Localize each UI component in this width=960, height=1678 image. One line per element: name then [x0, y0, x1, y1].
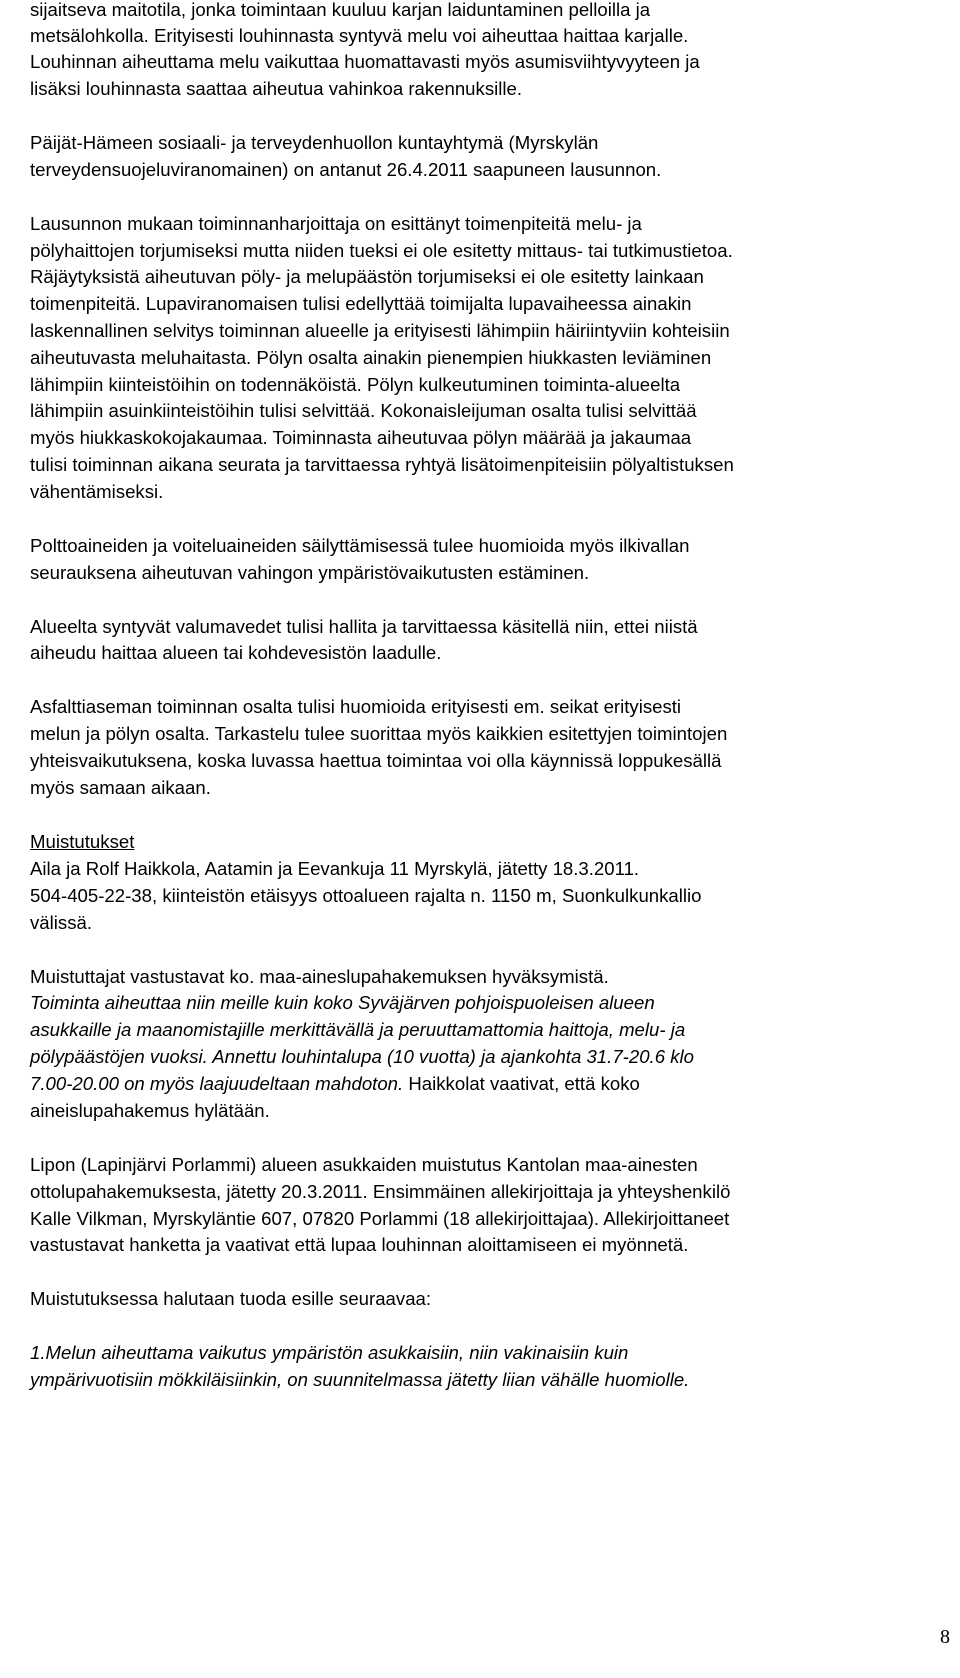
- text-line: tulisi toiminnan aikana seurata ja tarvittaessa ryhtyä lisätoimenpiteisiin pölyaltistuksen: [30, 454, 734, 475]
- text-line: Lausunnon mukaan toiminnanharjoittaja on esittänyt toimenpiteitä melu- ja: [30, 213, 642, 234]
- text-line: seurauksena aiheutuvan vahingon ympäristövaikutusten estäminen.: [30, 562, 590, 583]
- text-line: pölyhaittojen torjumiseksi mutta niiden tueksi ei ole esitetty mittaus- tai tutkimustietoa.: [30, 240, 733, 261]
- text-line: aiheudu haittaa alueen tai kohdevesistön laadulle.: [30, 642, 442, 663]
- text-line: Muistutuksessa halutaan tuoda esille seuraavaa:: [30, 1288, 432, 1309]
- text-line: Aila ja Rolf Haikkola, Aatamin ja Eevankuja 11 Myrskylä, jätetty 18.3.2011.: [30, 858, 640, 879]
- text-line: Muistuttajat vastustavat ko. maa-aineslupahakemuksen hyväksymistä.: [30, 966, 609, 987]
- text-line: lähimpiin kiinteistöihin on todennäköistä. Pölyn kulkeutuminen toiminta-alueelta: [30, 374, 681, 395]
- text-line: Alueelta syntyvät valumavedet tulisi hallita ja tarvittaessa käsitellä niin, ettei niistä: [30, 616, 698, 637]
- text-line: melun ja pölyn osalta. Tarkastelu tulee suorittaa myös kaikkien esitettyjen toimintojen: [30, 723, 728, 744]
- text-line: aineislupahakemus hylätään.: [30, 1100, 270, 1121]
- numbered-item-line: ympärivuotisiin mökkiläisiinkin, on suunnitelmassa jätetty liian vähälle huomiolle.: [30, 1369, 690, 1390]
- text-line: terveydensuojeluviranomainen) on antanut 26.4.2011 saapuneen lausunnon.: [30, 159, 662, 180]
- text-line: Asfalttiaseman toiminnan osalta tulisi huomioida erityisesti em. seikat erityisesti: [30, 696, 682, 717]
- numbered-item-line: 1.Melun aiheuttama vaikutus ympäristön asukkaisiin, niin vakinaisiin kuin: [30, 1342, 629, 1363]
- text-line: metsälohkolla. Erityisesti louhinnasta syntyvä melu voi aiheuttaa haittaa karjalle.: [30, 25, 689, 46]
- quoted-line: asukkaille ja maanomistajille merkittävällä ja peruuttamattomia haittoja, melu- ja: [30, 1019, 686, 1040]
- quoted-line: Toiminta aiheuttaa niin meille kuin koko Syväjärven pohjoispuoleisen alueen: [30, 992, 655, 1013]
- text-line: sijaitseva maitotila, jonka toimintaan kuuluu karjan laiduntaminen pelloilla ja: [30, 0, 651, 20]
- text-line: vastustavat hanketta ja vaativat että lupaa louhinnan aloittamiseen ei myönnetä.: [30, 1234, 689, 1255]
- text-line: myös samaan aikaan.: [30, 777, 211, 798]
- text-line: vähentämiseksi.: [30, 481, 164, 502]
- text-line: lisäksi louhinnasta saattaa aiheutua vahinkoa rakennuksille.: [30, 78, 523, 99]
- quoted-fragment: 7.00-20.00 on myös laajuudeltaan mahdoton.: [30, 1073, 404, 1094]
- text-line: 504-405-22-38, kiinteistön etäisyys ottoalueen rajalta n. 1150 m, Suonkulkunkallio: [30, 885, 702, 906]
- text-line: Kalle Vilkman, Myrskyläntie 607, 07820 Porlammi (18 allekirjoittajaa). Allekirjoittaneet: [30, 1208, 730, 1229]
- text-line: Polttoaineiden ja voiteluaineiden säilyttämisessä tulee huomioida myös ilkivallan: [30, 535, 690, 556]
- text-line: Päijät-Hämeen sosiaali- ja terveydenhuollon kuntayhtymä (Myrskylän: [30, 132, 599, 153]
- section-heading: Muistutukset: [30, 831, 135, 852]
- text-fragment: Haikkolat vaativat, että koko: [403, 1073, 640, 1094]
- text-line: yhteisvaikutuksena, koska luvassa haettua toimintaa voi olla käynnissä loppukesällä: [30, 750, 722, 771]
- text-line: välissä.: [30, 912, 93, 933]
- text-line: ottolupahakemuksesta, jätetty 20.3.2011. Ensimmäinen allekirjoittaja ja yhteyshenkilö: [30, 1181, 731, 1202]
- text-line: Louhinnan aiheuttama melu vaikuttaa huomattavasti myös asumisviihtyvyyteen ja: [30, 51, 700, 72]
- text-line: lähimpiin asuinkiinteistöihin tulisi selvittää. Kokonaisleijuman osalta tulisi selvittää: [30, 400, 697, 421]
- text-line: Lipon (Lapinjärvi Porlammi) alueen asukkaiden muistutus Kantolan maa-ainesten: [30, 1154, 698, 1175]
- mixed-line: [30, 1071, 640, 1097]
- text-line: aiheutuvasta meluhaitasta. Pölyn osalta ainakin pienempien hiukkasten leviäminen: [30, 347, 712, 368]
- text-line: toimenpiteitä. Lupaviranomaisen tulisi edellyttää toimijalta lupavaiheessa ainakin: [30, 293, 692, 314]
- page-number: 8: [940, 1626, 950, 1648]
- quoted-line: pölypäästöjen vuoksi. Annettu louhintalupa (10 vuotta) ja ajankohta 31.7-20.6 klo: [30, 1046, 694, 1067]
- text-line: Räjäytyksistä aiheutuvan pöly- ja melupäästön torjumiseksi ei ole esitetty lainkaan: [30, 266, 704, 287]
- text-line: myös hiukkaskokojakaumaa. Toiminnasta aiheutuvaa pölyn määrää ja jakaumaa: [30, 427, 692, 448]
- text-line: laskennallinen selvitys toiminnan alueelle ja erityisesti lähimpiin häiriintyviin kohteisiin: [30, 320, 730, 341]
